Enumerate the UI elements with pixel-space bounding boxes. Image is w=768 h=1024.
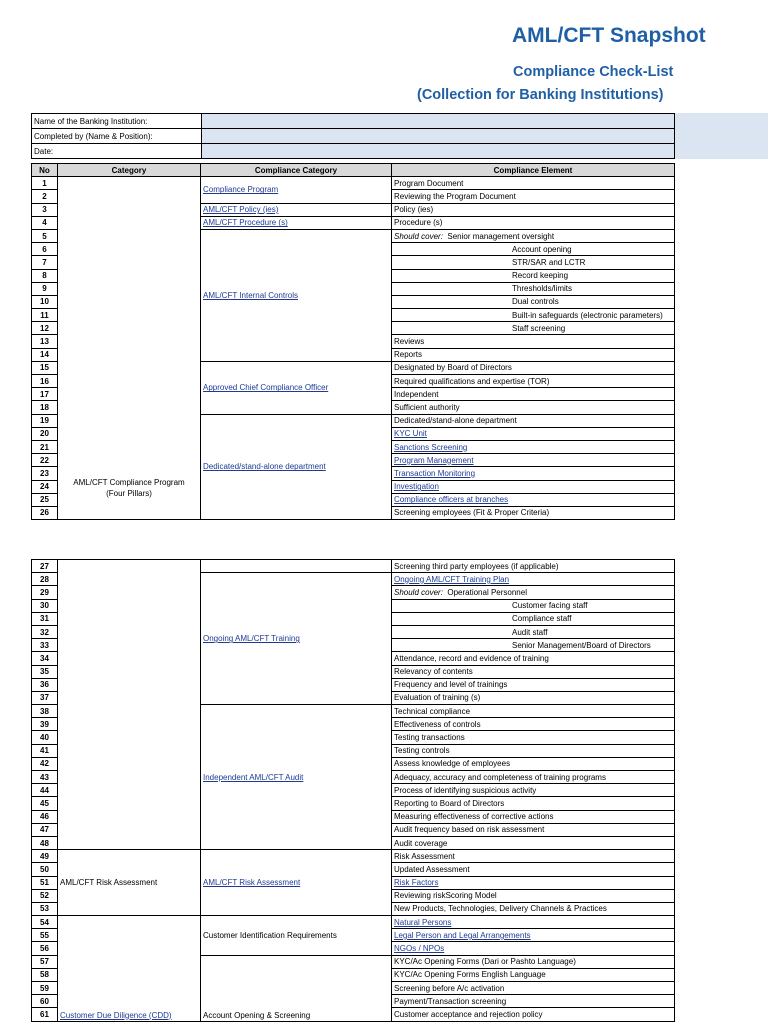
row-number: 15 [32, 361, 58, 374]
row-number: 5 [32, 229, 58, 242]
row-number: 49 [32, 850, 58, 863]
table-cell: Process of identifying suspicious activity [392, 784, 675, 797]
table-cell: Technical compliance [392, 705, 675, 718]
row-number: 10 [32, 295, 58, 308]
institution-label: Name of the Banking Institution: [32, 114, 202, 129]
table-cell [392, 454, 675, 467]
row-number: 13 [32, 335, 58, 348]
row-number: 20 [32, 427, 58, 440]
table-cell [392, 876, 675, 889]
table-cell: Should cover: Operational Personnel [392, 586, 675, 599]
table-cell: Screening before A/c activation [392, 982, 675, 995]
sanctions-link[interactable]: Sanctions Screening [394, 442, 468, 452]
table-cell [201, 573, 392, 705]
row-number: 24 [32, 480, 58, 493]
header-compliance-element: Compliance Element [392, 164, 675, 177]
row-number: 4 [32, 216, 58, 229]
date-label: Date: [32, 144, 202, 159]
investigation-link[interactable]: Investigation [394, 482, 439, 492]
category-risk-assessment: AML/CFT Risk Assessment [58, 850, 201, 916]
table-cell [392, 493, 675, 506]
table-cell: Reviewing the Program Document [392, 190, 675, 203]
checklist-table-part2 [31, 559, 675, 1022]
table-cell: Compliance staff [392, 612, 675, 625]
institution-input[interactable] [202, 114, 675, 129]
row-number: 45 [32, 797, 58, 810]
table-cell: Should cover: Senior management oversight [392, 229, 675, 242]
table-cell: Independent [392, 388, 675, 401]
table-header [32, 164, 675, 177]
table-cell: Sufficient authority [392, 401, 675, 414]
table-row [32, 850, 675, 863]
table-cell [201, 203, 392, 216]
natural-persons-link[interactable]: Natural Persons [394, 917, 452, 927]
table-cell: Audit frequency based on risk assessment [392, 823, 675, 836]
risk-assessment-link[interactable]: AML/CFT Risk Assessment [203, 878, 301, 888]
row-number: 33 [32, 639, 58, 652]
table-cell: Frequency and level of trainings [392, 678, 675, 691]
table-cell [392, 916, 675, 929]
row-number: 54 [32, 916, 58, 929]
department-link[interactable]: Dedicated/stand-alone department [203, 462, 326, 472]
table-cell: Testing controls [392, 744, 675, 757]
row-number: 26 [32, 506, 58, 519]
row-number: 46 [32, 810, 58, 823]
row-number: 59 [32, 982, 58, 995]
table-cell: Record keeping [392, 269, 675, 282]
tx-monitoring-link[interactable]: Transaction Monitoring [394, 468, 476, 478]
table-cell: Assess knowledge of employees [392, 757, 675, 770]
table-cell: Reporting to Board of Directors [392, 797, 675, 810]
row-number: 9 [32, 282, 58, 295]
row-number: 21 [32, 440, 58, 453]
row-number: 47 [32, 823, 58, 836]
row-number: 22 [32, 454, 58, 467]
row-number: 52 [32, 889, 58, 902]
row-number: 55 [32, 929, 58, 942]
table-cell: Audit coverage [392, 836, 675, 849]
category-four-pillars: AML/CFT Compliance Program (Four Pillars) [58, 177, 201, 520]
table-cell: Customer facing staff [392, 599, 675, 612]
table-cell: Relevancy of contents [392, 665, 675, 678]
main-title: AML/CFT Snapshot [512, 24, 706, 47]
header-compliance-category: Compliance Category [201, 164, 392, 177]
row-number: 14 [32, 348, 58, 361]
date-input[interactable] [202, 144, 675, 159]
table-row [32, 560, 675, 573]
row-number: 19 [32, 414, 58, 427]
policy-link[interactable]: AML/CFT Policy (ies) [203, 205, 279, 215]
table-cell: Account opening [392, 243, 675, 256]
table-cell: KYC/Ac Opening Forms (Dari or Pashto Language) [392, 955, 675, 968]
table-row [32, 177, 675, 190]
table-cell: New Products, Technologies, Delivery Channels & Practices [392, 902, 675, 915]
header-category: Category [58, 164, 201, 177]
row-number: 58 [32, 968, 58, 981]
table-cell: Payment/Transaction screening [392, 995, 675, 1008]
table-cell [58, 916, 201, 1022]
input-background [675, 113, 768, 159]
table-cell: Thresholds/limits [392, 282, 675, 295]
table-cell: Evaluation of training (s) [392, 691, 675, 704]
row-number: 25 [32, 493, 58, 506]
table-cell [392, 480, 675, 493]
row-number: 40 [32, 731, 58, 744]
table-cell: Customer acceptance and rejection policy [392, 1008, 675, 1021]
legal-person-link[interactable]: Legal Person and Legal Arrangements [394, 930, 531, 940]
row-number: 12 [32, 322, 58, 335]
table-cell: Procedure (s) [392, 216, 675, 229]
table-cell: Policy (ies) [392, 203, 675, 216]
row-number: 7 [32, 256, 58, 269]
table-cell: KYC/Ac Opening Forms English Language [392, 968, 675, 981]
customer-id-category: Customer Identification Requirements [201, 916, 392, 956]
completed-by-input[interactable] [202, 129, 675, 144]
row-number: 41 [32, 744, 58, 757]
table-cell: Updated Assessment [392, 863, 675, 876]
table-row [32, 916, 675, 929]
row-number: 44 [32, 784, 58, 797]
row-number: 30 [32, 599, 58, 612]
table-cell: Audit staff [392, 625, 675, 638]
completed-by-label: Completed by (Name & Position): [32, 129, 202, 144]
table-cell: Attendance, record and evidence of training [392, 652, 675, 665]
row-number: 29 [32, 586, 58, 599]
row-number: 2 [32, 190, 58, 203]
table-cell [58, 560, 201, 850]
training-plan-link[interactable]: Ongoing AML/CFT Training Plan [394, 574, 510, 584]
table-cell [201, 361, 392, 414]
table-cell [201, 414, 392, 520]
subtitle: Compliance Check-List [513, 64, 674, 80]
row-number: 17 [32, 388, 58, 401]
table-cell: Reviews [392, 335, 675, 348]
subtitle-collection: (Collection for Banking Institutions) [417, 87, 664, 103]
table-cell: Screening third party employees (if applicable) [392, 560, 675, 573]
account-opening-category: Account Opening & Screening [201, 955, 392, 1021]
table-cell: Adequacy, accuracy and completeness of training programs [392, 771, 675, 784]
row-number: 37 [32, 691, 58, 704]
row-number: 32 [32, 625, 58, 638]
table-cell: Screening employees (Fit & Proper Criteria) [392, 506, 675, 519]
table-cell: Designated by Board of Directors [392, 361, 675, 374]
row-number: 11 [32, 309, 58, 322]
table-cell [392, 929, 675, 942]
row-number: 57 [32, 955, 58, 968]
cdd-link[interactable]: Customer Due Diligence (CDD) [60, 1010, 172, 1020]
table-cell: Reviewing riskScoring Model [392, 889, 675, 902]
table-cell: Program Document [392, 177, 675, 190]
procedure-link[interactable]: AML/CFT Procedure (s) [203, 218, 288, 228]
table-cell: Senior Management/Board of Directors [392, 639, 675, 652]
table-cell: Reports [392, 348, 675, 361]
compliance-program-link[interactable]: Compliance Program [203, 185, 279, 195]
row-number: 38 [32, 705, 58, 718]
cco-link[interactable]: Approved Chief Compliance Officer [203, 383, 329, 393]
table-cell [201, 216, 392, 229]
table-cell: Effectiveness of controls [392, 718, 675, 731]
table-cell [201, 850, 392, 916]
training-link[interactable]: Ongoing AML/CFT Training [203, 634, 300, 644]
table-cell [201, 705, 392, 850]
table-cell: Staff screening [392, 322, 675, 335]
row-number: 56 [32, 942, 58, 955]
table-cell [392, 467, 675, 480]
table-cell: Testing transactions [392, 731, 675, 744]
info-table [31, 113, 675, 159]
kyc-unit-link[interactable]: KYC Unit [394, 429, 427, 439]
ngos-link[interactable]: NGOs / NPOs [394, 944, 445, 954]
table-cell: STR/SAR and LCTR [392, 256, 675, 269]
row-number: 35 [32, 665, 58, 678]
table-cell: Built-in safeguards (electronic parameters) [392, 309, 675, 322]
table-cell [201, 177, 392, 203]
table-cell: Measuring effectiveness of corrective actions [392, 810, 675, 823]
row-number: 53 [32, 902, 58, 915]
row-number: 36 [32, 678, 58, 691]
row-number: 50 [32, 863, 58, 876]
row-number: 6 [32, 243, 58, 256]
row-number: 16 [32, 375, 58, 388]
risk-factors-link[interactable]: Risk Factors [394, 878, 439, 888]
row-number: 60 [32, 995, 58, 1008]
audit-link[interactable]: Independent AML/CFT Audit [203, 772, 304, 782]
table-cell: Dedicated/stand-alone department [392, 414, 675, 427]
row-number: 8 [32, 269, 58, 282]
row-number: 27 [32, 560, 58, 573]
row-number: 42 [32, 757, 58, 770]
table-cell [392, 573, 675, 586]
table-cell: Dual controls [392, 295, 675, 308]
internal-controls-link[interactable]: AML/CFT Internal Controls [203, 290, 298, 300]
table-cell [201, 560, 392, 573]
table-cell [201, 229, 392, 361]
table-cell: Required qualifications and expertise (TOR) [392, 375, 675, 388]
row-number: 34 [32, 652, 58, 665]
table-cell [392, 427, 675, 440]
table-cell [392, 440, 675, 453]
row-number: 18 [32, 401, 58, 414]
row-number: 28 [32, 573, 58, 586]
checklist-table-part1 [31, 163, 675, 520]
table-cell: Risk Assessment [392, 850, 675, 863]
row-number: 3 [32, 203, 58, 216]
branch-officers-link[interactable]: Compliance officers at branches [394, 495, 509, 505]
row-number: 1 [32, 177, 58, 190]
row-number: 61 [32, 1008, 58, 1021]
row-number: 51 [32, 876, 58, 889]
row-number: 31 [32, 612, 58, 625]
row-number: 39 [32, 718, 58, 731]
program-mgmt-link[interactable]: Program Management [394, 455, 474, 465]
header-no: No [32, 164, 58, 177]
row-number: 48 [32, 836, 58, 849]
table-cell [392, 942, 675, 955]
row-number: 23 [32, 467, 58, 480]
row-number: 43 [32, 771, 58, 784]
